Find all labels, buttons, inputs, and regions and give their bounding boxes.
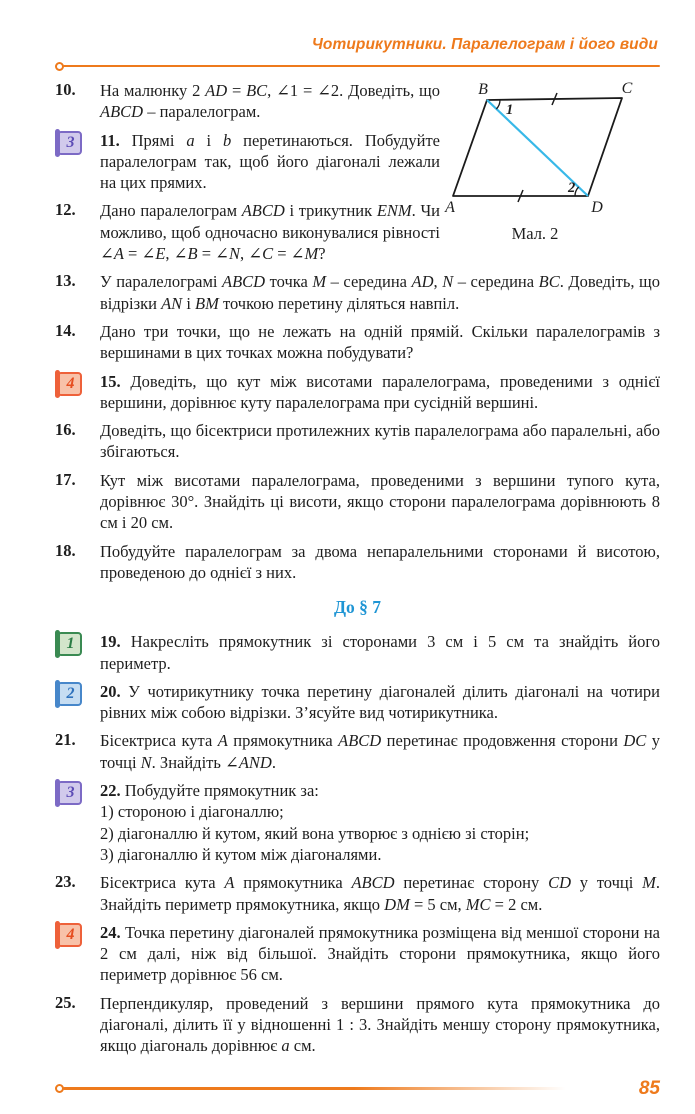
difficulty-badge-level-2: 2 <box>57 682 82 706</box>
problems-beside-figure <box>55 80 440 271</box>
problem-subitem: 2) діагоналлю й кутом, який вона утворює з однією зі сторін; <box>100 823 530 843</box>
problem-text: Кут між висотами паралелограма, проведеними з вершини тупого кута, дорівнює 30°. Знайдіть ці висоти, якщо сторони паралелограма дорівнюють 8 см і 20 см. <box>100 470 660 533</box>
problem-text: Дано три точки, що не лежать на одній прямій. Скільки паралелограмів з вершинами в цих точках можна побудувати? <box>100 321 660 363</box>
angle-2-arc <box>575 187 579 196</box>
problem-text: 15. Доведіть, що кут між висотами паралелограма, проведеними з однієї вершини, дорівнює куту паралелограма при сусідній вершині. <box>100 371 660 412</box>
problem-item <box>55 420 660 463</box>
difficulty-badge-level-1: 1 <box>57 632 82 656</box>
rule-line <box>63 65 660 68</box>
problem-item <box>55 321 660 364</box>
problem-number: 13. <box>55 271 76 291</box>
problem-text: Доведіть, що бісектриси протилежних кутів паралелограма або паралельні, або збігаються. <box>100 421 660 462</box>
rule-circle-icon <box>55 1084 64 1093</box>
problem-marker <box>55 681 100 724</box>
figure-column <box>440 80 660 271</box>
parallelogram-drawing <box>440 81 655 221</box>
problem-item <box>55 200 440 264</box>
figure-caption: Мал. 2 <box>511 224 559 243</box>
problem-number: 10. <box>55 80 76 99</box>
problem-marker <box>55 993 100 1057</box>
problem-item <box>55 681 660 724</box>
problem-marker <box>55 321 100 364</box>
problem-text: 19. Накресліть прямокутник зі сторонами 3 см і 5 см та знайдіть його периметр. <box>100 632 660 673</box>
problem-item <box>55 872 660 915</box>
problem-item <box>55 993 660 1057</box>
problem-number: 17. <box>55 469 76 489</box>
problem-marker <box>55 922 100 986</box>
problem-item <box>55 922 660 986</box>
problem-number: 18. <box>55 540 76 560</box>
problem-text: 22. Побудуйте прямокутник за: 1) стороною і діагоналлю; 2) діагоналлю й кутом, який вона утворює з однією зі сторін; 3) діагоналлю й кутом між діагоналями. <box>100 780 660 865</box>
page-footer <box>55 1078 660 1100</box>
difficulty-badge-level-4: 4 <box>57 923 82 947</box>
problem-number: 20. <box>100 681 129 701</box>
problem-text: На малюнку 2 AD = BC, ∠1 = ∠2. Доведіть, що ABCD – паралелограм. <box>100 81 440 122</box>
problem-marker <box>55 541 100 584</box>
problem-marker <box>55 730 100 773</box>
vertex-label-c: C <box>621 81 633 97</box>
problem-number: 15. <box>100 371 131 391</box>
running-head: Чотирикутники. Паралелограм і його види <box>311 36 658 53</box>
problem-item <box>55 80 440 123</box>
problem-number: 22. <box>100 781 125 801</box>
problem-marker <box>55 371 100 414</box>
problem-marker <box>55 130 100 194</box>
figure-parallelogram <box>440 81 660 244</box>
problem-text: Бісектриса кута A прямокутника ABCD перетинає продовження сторони DC у точці N. Знайдіть ∠AND. <box>100 731 661 772</box>
problems-area <box>55 80 660 1057</box>
problem-number: 12. <box>55 200 76 220</box>
problem-marker <box>55 872 100 915</box>
problem-number: 23. <box>55 872 76 892</box>
problem-item <box>55 470 660 534</box>
rule-circle-icon <box>55 62 64 71</box>
problem-marker <box>55 470 100 534</box>
problem-item <box>55 271 660 314</box>
angle-label-1: 1 <box>506 102 514 118</box>
problem-marker <box>55 200 100 264</box>
problem-text: У паралелограмі ABCD точка M – середина AD, N – середина BC. Доведіть, що відрізки AN і BM точкою перетину діляться навпіл. <box>100 272 660 313</box>
problems-section-7 <box>55 631 660 1056</box>
problem-marker <box>55 80 100 123</box>
section-heading: До § 7 <box>333 597 382 618</box>
difficulty-badge-level-3: 3 <box>57 131 82 155</box>
problem-text: 20. У чотирикутнику точка перетину діагоналей ділить діагоналі на чотири рівних між собою відрізки. З’ясуйте вид чотирикутника. <box>100 681 660 723</box>
vertex-label-d: D <box>591 199 603 216</box>
problem-marker <box>55 780 100 865</box>
problem-text: 11. Прямі a і b перетинаються. Побудуйте паралелограм так, щоб його діагоналі лежали на цих прямих. <box>100 130 440 193</box>
problem-text: Побудуйте паралелограм за двома непаралельними сторонами й висотою, проведеною до однієї з них. <box>100 541 660 582</box>
page-number: 85 <box>638 1077 660 1099</box>
angle-1-arc <box>496 100 500 109</box>
problem-text: Бісектриса кута A прямокутника ABCD перетинає сторону CD у точці M. Знайдіть периметр прямокутника, якщо DM = 5 см, MC = 2 см. <box>100 873 661 914</box>
problems-full-width <box>55 271 660 583</box>
problem-number: 16. <box>55 420 76 440</box>
problem-item <box>55 541 660 584</box>
angle-label-2: 2 <box>568 180 576 196</box>
problem-number: 24. <box>100 922 126 942</box>
header-rule <box>55 61 660 71</box>
problem-number: 14. <box>55 320 76 340</box>
problem-number: 21. <box>55 730 76 750</box>
problem-item <box>55 371 660 414</box>
problem-number: 19. <box>100 632 131 652</box>
problem-item <box>55 631 660 674</box>
difficulty-badge-level-4: 4 <box>57 372 82 396</box>
problem-text: Перпендикуляр, проведений з вершини прямого кута прямокутника до діагоналі, ділить її у відношенні 1 : 3. Знайдіть меншу сторону прямокутника, якщо діагональ дорівнює a см. <box>100 993 660 1056</box>
problem-subitem: 1) стороною і діагоналлю; <box>100 802 284 822</box>
problem-text: Дано паралелограм ABCD і трикутник ENM. Чи можливо, щоб одночасно виконувалися рівності ∠A = ∠E, ∠B = ∠N, ∠C = ∠M? <box>100 201 441 264</box>
problem-subitem: 3) діагоналлю й кутом між діагоналями. <box>100 844 382 864</box>
problem-marker <box>55 420 100 463</box>
difficulty-badge-level-3: 3 <box>57 781 82 805</box>
top-section <box>55 80 660 271</box>
problem-item <box>55 130 440 194</box>
problem-number: 11. <box>100 130 132 150</box>
problem-text: 24. Точка перетину діагоналей прямокутника розміщена від меншої сторони на 2 см далі, ніж від більшої. Знайдіть сторони прямокутника, якщо його периметр дорівнює 56 см. <box>100 922 661 985</box>
vertex-label-b: B <box>478 81 488 98</box>
problem-marker <box>55 271 100 314</box>
problem-number: 25. <box>55 992 76 1012</box>
problem-item <box>55 730 660 773</box>
problem-item <box>55 780 660 865</box>
problem-marker <box>55 631 100 674</box>
rule-line <box>63 1087 592 1090</box>
vertex-label-a: A <box>445 199 455 216</box>
footer-rule <box>55 1084 592 1093</box>
